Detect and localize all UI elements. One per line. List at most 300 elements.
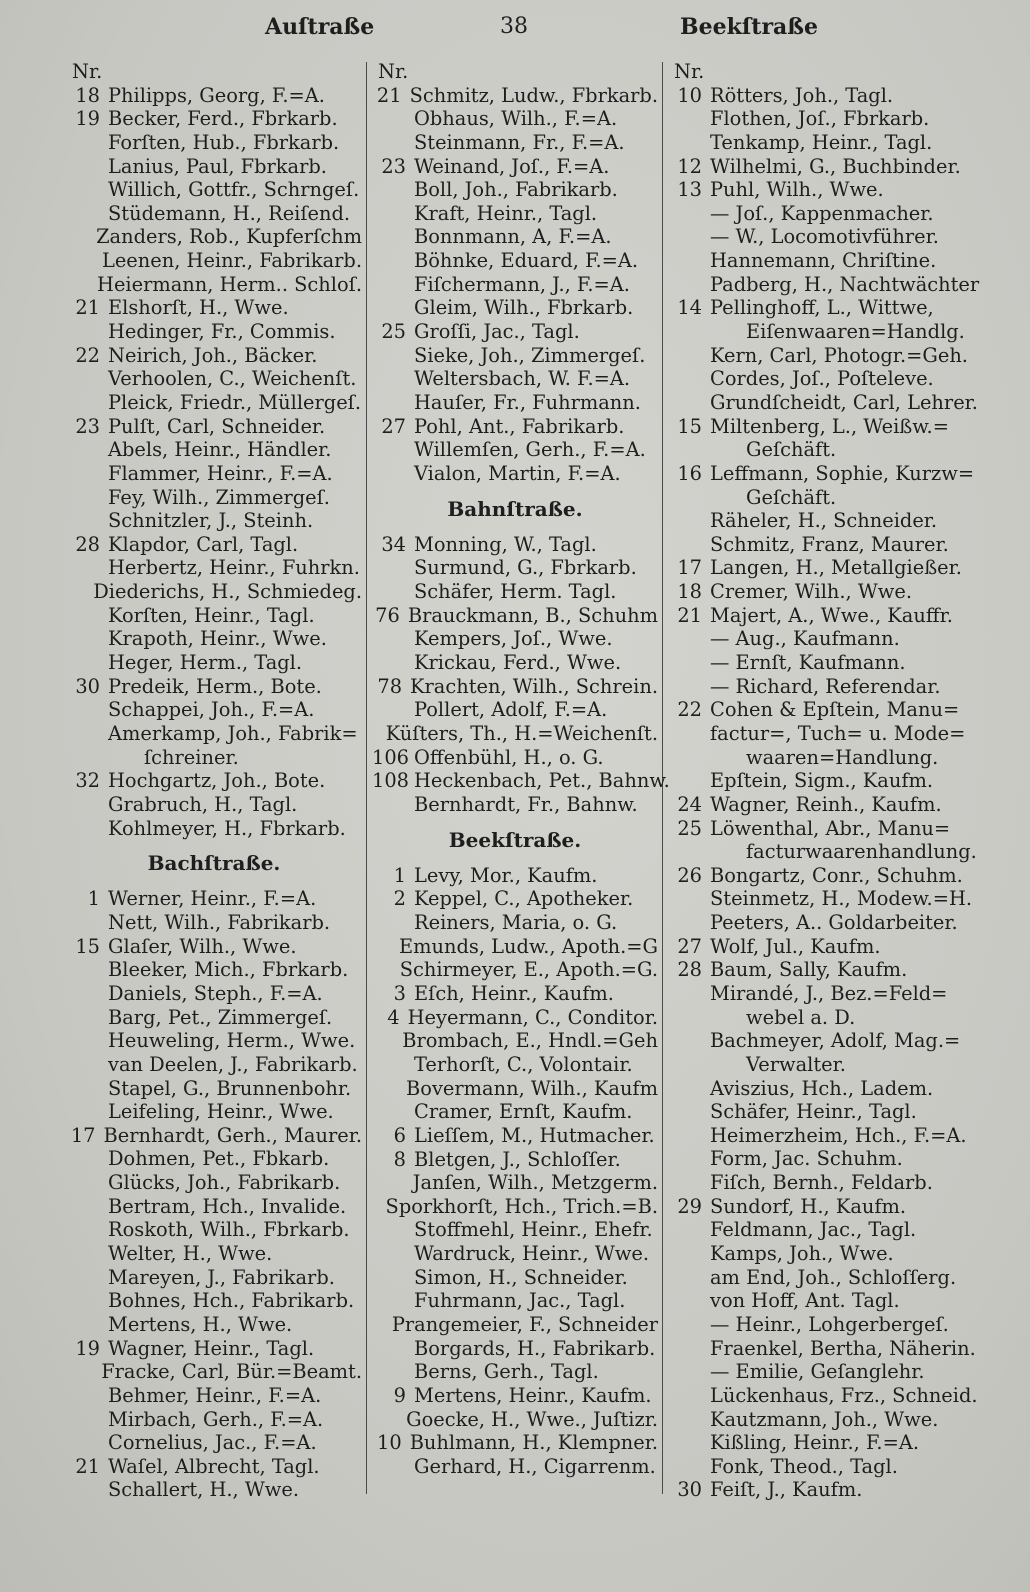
resident-entry: Form, Jac. Schuhm. bbox=[710, 1147, 903, 1171]
directory-entry bbox=[668, 1289, 1020, 1313]
resident-entry: Obhaus, Wilh., F.=A. bbox=[414, 107, 618, 131]
resident-entry: Flammer, Heinr., F.=A. bbox=[108, 461, 333, 485]
nr-label: Nr. bbox=[674, 60, 705, 83]
directory-entry bbox=[668, 155, 1020, 179]
resident-entry: Geſchäft. bbox=[746, 485, 837, 509]
directory-entry bbox=[668, 1455, 1020, 1479]
resident-entry: Pollert, Adolf, F.=A. bbox=[414, 698, 608, 722]
resident-entry: Kraft, Heinr., Tagl. bbox=[414, 201, 598, 225]
directory-entry bbox=[66, 84, 362, 108]
house-number bbox=[66, 249, 102, 273]
resident-entry: Hedinger, Fr., Commis. bbox=[108, 320, 336, 344]
house-number bbox=[372, 344, 414, 368]
resident-entry: Hochgartz, Joh., Bote. bbox=[108, 769, 326, 793]
house-number bbox=[66, 1289, 108, 1313]
header-street-left: Auſtraße bbox=[265, 14, 375, 40]
resident-entry: — Heinr., Lohgerbergeſ. bbox=[710, 1312, 949, 1336]
directory-entry bbox=[668, 1029, 1020, 1053]
resident-entry: Eiſenwaaren=Handlg. bbox=[746, 320, 965, 344]
resident-entry: Reiners, Maria, o. G. bbox=[414, 911, 618, 935]
house-number bbox=[372, 225, 414, 249]
resident-entry: — Joſ., Kappenmacher. bbox=[710, 201, 934, 225]
resident-entry: Pleick, Friedr., Müllergeſ. bbox=[108, 390, 362, 414]
resident-entry: Löwenthal, Abr., Manu= bbox=[710, 816, 951, 840]
resident-entry: Böhnke, Eduard, F.=A. bbox=[414, 249, 639, 273]
house-number bbox=[668, 1124, 710, 1148]
resident-entry: Boll, Joh., Fabrikarb. bbox=[414, 178, 618, 202]
directory-entry bbox=[372, 1195, 658, 1219]
house-number bbox=[372, 202, 414, 226]
house-number bbox=[668, 1171, 710, 1195]
page-number: 38 bbox=[500, 14, 528, 39]
directory-entry bbox=[66, 155, 362, 179]
directory-entry bbox=[66, 1266, 362, 1290]
directory-entry bbox=[372, 107, 658, 131]
house-number: 106 bbox=[372, 745, 410, 769]
resident-entry: Kautzmann, Joh., Wwe. bbox=[710, 1407, 939, 1431]
directory-entry bbox=[66, 1171, 362, 1195]
resident-entry: Schäfer, Herm. Tagl. bbox=[414, 580, 617, 604]
directory-entry bbox=[66, 1289, 362, 1313]
resident-entry: facturwaarenhandlung. bbox=[746, 840, 977, 864]
house-number bbox=[668, 391, 710, 415]
resident-entry: Eſch, Heinr., Kaufm. bbox=[414, 982, 614, 1006]
resident-entry: Miltenberg, L., Weißw.= bbox=[710, 414, 949, 438]
resident-entry: waaren=Handlung. bbox=[746, 745, 939, 769]
resident-entry: Verwalter. bbox=[746, 1052, 846, 1076]
directory-entry bbox=[668, 344, 1020, 368]
resident-entry: Vialon, Martin, F.=A. bbox=[414, 461, 621, 485]
house-number bbox=[372, 580, 414, 604]
resident-entry: Sundorf, H., Kaufm. bbox=[710, 1194, 907, 1218]
resident-entry: Buhlmann, H., Klempner. bbox=[409, 1431, 658, 1455]
resident-entry: Krickau, Ferd., Wwe. bbox=[414, 651, 622, 675]
resident-entry: Mareyen, J., Fabrikarb. bbox=[108, 1265, 335, 1289]
house-number: 17 bbox=[70, 1123, 96, 1147]
resident-entry: Fey, Wilh., Zimmergeſ. bbox=[108, 485, 330, 509]
house-number: 2 bbox=[393, 887, 406, 911]
resident-entry: Aviszius, Hch., Ladem. bbox=[710, 1076, 934, 1100]
directory-entry bbox=[668, 817, 1020, 841]
directory-entry bbox=[668, 1171, 1020, 1195]
resident-entry: Kern, Carl, Photogr.=Geh. bbox=[710, 343, 968, 367]
resident-entry: Bongartz, Conr., Schuhm. bbox=[710, 863, 963, 887]
resident-entry: Kißling, Heinr., F.=A. bbox=[710, 1431, 919, 1455]
resident-entry: Pulſt, Carl, Schneider. bbox=[108, 414, 326, 438]
directory-entry bbox=[66, 817, 362, 841]
house-number: 1 bbox=[87, 887, 100, 911]
directory-entry bbox=[372, 793, 658, 817]
directory-entry bbox=[66, 1360, 362, 1384]
directory-entry bbox=[668, 533, 1020, 557]
house-number bbox=[66, 1431, 108, 1455]
house-number bbox=[66, 391, 108, 415]
directory-entry bbox=[372, 225, 658, 249]
resident-entry: Barg, Pet., Zimmergeſ. bbox=[108, 1005, 333, 1029]
directory-entry bbox=[372, 178, 658, 202]
directory-entry bbox=[66, 462, 362, 486]
resident-entry: Bleeker, Mich., Fbrkarb. bbox=[108, 958, 349, 982]
resident-entry: Wolf, Jul., Kaufm. bbox=[710, 934, 881, 958]
house-number bbox=[66, 911, 108, 935]
directory-entry bbox=[668, 580, 1020, 604]
resident-entry: Steinmetz, H., Modew.=H. bbox=[710, 887, 973, 911]
house-number bbox=[668, 1218, 710, 1242]
house-number bbox=[66, 1360, 101, 1384]
resident-entry: Feldmann, Jac., Tagl. bbox=[710, 1218, 917, 1242]
directory-entry bbox=[66, 1242, 362, 1266]
directory-entry bbox=[66, 131, 362, 155]
directory-entry bbox=[668, 1337, 1020, 1361]
directory-entry bbox=[372, 982, 658, 1006]
resident-entry: Flothen, Joſ., Fbrkarb. bbox=[710, 107, 930, 131]
resident-entry: Monning, W., Tagl. bbox=[414, 532, 597, 556]
resident-entry: Bernhardt, Fr., Bahnw. bbox=[414, 792, 638, 816]
resident-entry: Neirich, Joh., Bäcker. bbox=[108, 343, 318, 367]
directory-entry bbox=[372, 627, 658, 651]
resident-entry: Goecke, H., Wwe., Juſtizr. bbox=[406, 1407, 658, 1431]
house-number bbox=[668, 131, 710, 155]
resident-entry: Willich, Gottfr., Schrngeſ. bbox=[108, 178, 360, 202]
house-number bbox=[372, 273, 414, 297]
house-number bbox=[66, 1077, 108, 1101]
resident-entry: Schmitz, Franz, Maurer. bbox=[710, 532, 949, 556]
resident-entry: Lieſſem, M., Hutmacher. bbox=[414, 1123, 655, 1147]
resident-entry: Predeik, Herm., Bote. bbox=[108, 674, 322, 698]
house-number bbox=[668, 1455, 710, 1479]
house-number bbox=[668, 509, 710, 533]
resident-entry: Amerkamp, Joh., Fabrik= bbox=[108, 721, 358, 745]
directory-entry bbox=[372, 1171, 658, 1195]
resident-entry: Mirbach, Gerh., F.=A. bbox=[108, 1407, 324, 1431]
resident-entry: Wilhelmi, G., Buchbinder. bbox=[710, 154, 961, 178]
house-number bbox=[66, 1242, 108, 1266]
directory-entry bbox=[66, 1029, 362, 1053]
directory-entry bbox=[66, 1408, 362, 1432]
directory-entry bbox=[372, 1006, 658, 1030]
resident-entry: Berns, Gerh., Tagl. bbox=[414, 1360, 599, 1384]
house-number: 29 bbox=[677, 1194, 702, 1218]
house-number: 21 bbox=[677, 603, 702, 627]
directory-entry bbox=[372, 746, 658, 770]
directory-entry bbox=[66, 1195, 362, 1219]
house-number bbox=[668, 1053, 710, 1077]
column-header bbox=[668, 60, 1020, 84]
resident-entry: Langen, H., Metallgießer. bbox=[710, 556, 962, 580]
house-number bbox=[668, 1029, 710, 1053]
resident-entry: Küſters, Th., H.=Weichenſt. bbox=[385, 721, 658, 745]
directory-entry bbox=[668, 698, 1020, 722]
resident-entry: Pellinghoff, L., Wittwe, bbox=[710, 296, 934, 320]
directory-entry bbox=[66, 1313, 362, 1337]
house-number bbox=[66, 1313, 108, 1337]
house-number bbox=[372, 107, 414, 131]
directory-entry bbox=[372, 1100, 658, 1124]
resident-entry: Klapdor, Carl, Tagl. bbox=[108, 532, 299, 556]
house-number bbox=[668, 982, 710, 1006]
house-number bbox=[372, 1100, 414, 1124]
resident-entry: Cornelius, Jac., F.=A. bbox=[108, 1431, 317, 1455]
directory-entry bbox=[66, 1100, 362, 1124]
house-number bbox=[372, 178, 414, 202]
directory-entry bbox=[372, 556, 658, 580]
house-number bbox=[66, 509, 108, 533]
house-number: 18 bbox=[75, 83, 100, 107]
resident-entry: Prangemeier, F., Schneider bbox=[391, 1312, 658, 1336]
directory-entry bbox=[668, 225, 1020, 249]
directory-entry bbox=[66, 1218, 362, 1242]
directory-entry bbox=[372, 935, 658, 959]
directory-entry bbox=[372, 1148, 658, 1172]
directory-entry bbox=[66, 249, 362, 273]
house-number bbox=[372, 722, 386, 746]
directory-entry bbox=[372, 273, 658, 297]
directory-entry bbox=[668, 367, 1020, 391]
house-number bbox=[372, 249, 414, 273]
house-number bbox=[668, 225, 710, 249]
resident-entry: Grundſcheidt, Carl, Lehrer. bbox=[710, 390, 978, 414]
resident-entry: Krapoth, Heinr., Wwe. bbox=[108, 627, 327, 651]
house-number: 34 bbox=[381, 532, 406, 556]
house-number bbox=[66, 556, 108, 580]
directory-entry bbox=[668, 1478, 1020, 1502]
house-number bbox=[668, 1242, 710, 1266]
directory-entry bbox=[668, 1360, 1020, 1384]
resident-entry: Mertens, H., Wwe. bbox=[108, 1312, 293, 1336]
directory-entry bbox=[372, 1053, 658, 1077]
resident-entry: Cordes, Joſ., Poſteleve. bbox=[710, 367, 934, 391]
resident-entry: Zanders, Rob., Kupferſchm bbox=[96, 225, 362, 249]
resident-entry: Bernhardt, Gerh., Maurer. bbox=[103, 1123, 362, 1147]
house-number: 19 bbox=[75, 1336, 100, 1360]
resident-entry: Weltersbach, W. F.=A. bbox=[414, 367, 631, 391]
house-number bbox=[668, 486, 710, 510]
resident-entry: Heimerzheim, Hch., F.=A. bbox=[710, 1123, 967, 1147]
house-number bbox=[372, 793, 414, 817]
resident-entry: Krachten, Wilh., Schrein. bbox=[410, 674, 658, 698]
house-number bbox=[372, 296, 414, 320]
resident-entry: Cremer, Wilh., Wwe. bbox=[710, 580, 913, 604]
resident-entry: Cramer, Ernſt, Kaufm. bbox=[414, 1100, 633, 1124]
resident-entry: Lanius, Paul, Fbrkarb. bbox=[108, 154, 327, 178]
directory-entry bbox=[372, 131, 658, 155]
directory-entry bbox=[668, 651, 1020, 675]
resident-entry: — Aug., Kaufmann. bbox=[710, 627, 900, 651]
house-number bbox=[668, 1337, 710, 1361]
house-number bbox=[668, 1077, 710, 1101]
directory-entry bbox=[66, 793, 362, 817]
resident-entry: Fraenkel, Bertha, Näherin. bbox=[710, 1336, 976, 1360]
directory-entry bbox=[66, 486, 362, 510]
directory-entry bbox=[66, 344, 362, 368]
directory-entry bbox=[668, 1077, 1020, 1101]
house-number: 26 bbox=[677, 863, 702, 887]
resident-entry: Willemſen, Gerh., F.=A. bbox=[414, 438, 646, 462]
house-number bbox=[66, 155, 108, 179]
directory-entry bbox=[668, 604, 1020, 628]
directory-entry bbox=[372, 675, 658, 699]
directory-entry bbox=[668, 438, 1020, 462]
house-number bbox=[66, 202, 108, 226]
house-number: 25 bbox=[381, 320, 406, 344]
house-number: 28 bbox=[75, 532, 100, 556]
directory-entry bbox=[372, 1077, 658, 1101]
directory-entry bbox=[372, 1289, 658, 1313]
directory-entry bbox=[668, 1431, 1020, 1455]
resident-entry: Herbertz, Heinr., Fuhrkn. bbox=[108, 556, 360, 580]
directory-entry bbox=[66, 675, 362, 699]
resident-entry: Pohl, Ant., Fabrikarb. bbox=[414, 414, 625, 438]
directory-entry bbox=[668, 864, 1020, 888]
directory-entry bbox=[668, 1266, 1020, 1290]
resident-entry: — Richard, Referendar. bbox=[710, 674, 941, 698]
house-number bbox=[372, 1029, 402, 1053]
resident-entry: Abels, Heinr., Händler. bbox=[108, 438, 332, 462]
resident-entry: Fiſch, Bernh., Feldarb. bbox=[710, 1171, 933, 1195]
resident-entry: Wagner, Heinr., Tagl. bbox=[108, 1336, 315, 1360]
house-number: 13 bbox=[677, 178, 702, 202]
house-number: 22 bbox=[677, 698, 702, 722]
house-number bbox=[668, 1431, 710, 1455]
directory-entry bbox=[372, 84, 658, 108]
resident-entry: Fonk, Theod., Tagl. bbox=[710, 1454, 898, 1478]
directory-entry bbox=[66, 604, 362, 628]
house-number bbox=[372, 462, 414, 486]
directory-entry bbox=[372, 1218, 658, 1242]
resident-entry: Mirandé, J., Bez.=Feld= bbox=[710, 981, 948, 1005]
house-number bbox=[668, 1289, 710, 1313]
directory-entry bbox=[66, 958, 362, 982]
directory-entry bbox=[66, 1053, 362, 1077]
resident-entry: Heuweling, Herm., Wwe. bbox=[108, 1029, 356, 1053]
directory-entry bbox=[66, 556, 362, 580]
resident-entry: — Emilie, Geſanglehr. bbox=[710, 1360, 925, 1384]
column-divider bbox=[366, 62, 367, 1494]
directory-entry bbox=[372, 1266, 658, 1290]
resident-entry: Weinand, Joſ., F.=A. bbox=[414, 154, 610, 178]
directory-entry bbox=[66, 1124, 362, 1148]
resident-entry: Werner, Heinr., F.=A. bbox=[108, 887, 317, 911]
house-number bbox=[372, 391, 414, 415]
house-number bbox=[668, 887, 710, 911]
nr-label: Nr. bbox=[378, 60, 409, 83]
directory-column-3 bbox=[668, 60, 1020, 1502]
resident-entry: — Ernſt, Kaufmann. bbox=[710, 651, 906, 675]
resident-entry: Mertens, Heinr., Kaufm. bbox=[414, 1383, 652, 1407]
street-heading: Bachſtraße. bbox=[147, 851, 281, 876]
resident-entry: Fracke, Carl, Bür.=Beamt. bbox=[101, 1360, 362, 1384]
directory-entry bbox=[668, 178, 1020, 202]
resident-entry: Bovermann, Wilh., Kaufm bbox=[406, 1076, 658, 1100]
house-number bbox=[668, 1100, 710, 1124]
house-number bbox=[372, 1408, 406, 1432]
resident-entry: Surmund, G., Fbrkarb. bbox=[414, 556, 637, 580]
directory-entry bbox=[668, 1147, 1020, 1171]
resident-entry: Kamps, Joh., Wwe. bbox=[710, 1242, 894, 1266]
resident-entry: Schirmeyer, E., Apoth.=G. bbox=[399, 958, 658, 982]
resident-entry: Glücks, Joh., Fabrikarb. bbox=[108, 1171, 341, 1195]
directory-entry bbox=[668, 202, 1020, 226]
house-number bbox=[66, 1147, 108, 1171]
directory-entry bbox=[668, 1384, 1020, 1408]
resident-entry: Tenkamp, Heinr., Tagl. bbox=[710, 130, 933, 154]
house-number: 30 bbox=[677, 1478, 702, 1502]
directory-entry bbox=[66, 415, 362, 439]
directory-entry bbox=[66, 887, 362, 911]
directory-entry bbox=[668, 107, 1020, 131]
directory-entry bbox=[668, 84, 1020, 108]
directory-entry bbox=[66, 911, 362, 935]
resident-entry: Geſchäft. bbox=[746, 438, 837, 462]
resident-entry: Wagner, Reinh., Kaufm. bbox=[710, 792, 942, 816]
house-number bbox=[372, 1455, 414, 1479]
house-number bbox=[668, 911, 710, 935]
house-number bbox=[372, 958, 400, 982]
directory-entry bbox=[66, 202, 362, 226]
house-number: 14 bbox=[677, 296, 702, 320]
directory-entry bbox=[66, 320, 362, 344]
resident-entry: Gleim, Wilh., Fbrkarb. bbox=[414, 296, 634, 320]
street-heading: Beekſtraße. bbox=[448, 827, 582, 852]
house-number bbox=[668, 627, 710, 651]
house-number: 22 bbox=[75, 343, 100, 367]
directory-entry bbox=[668, 982, 1020, 1006]
directory-entry bbox=[372, 1313, 658, 1337]
house-number bbox=[66, 651, 108, 675]
house-number bbox=[372, 1218, 414, 1242]
house-number bbox=[66, 1384, 108, 1408]
house-number bbox=[668, 651, 710, 675]
house-number bbox=[372, 131, 414, 155]
directory-entry bbox=[668, 415, 1020, 439]
directory-entry bbox=[372, 415, 658, 439]
house-number bbox=[66, 1171, 108, 1195]
house-number bbox=[66, 1266, 108, 1290]
resident-entry: Epſtein, Sigm., Kaufm. bbox=[710, 769, 934, 793]
house-number bbox=[372, 1360, 414, 1384]
directory-entry bbox=[372, 651, 658, 675]
directory-entry bbox=[372, 698, 658, 722]
directory-entry bbox=[66, 1077, 362, 1101]
directory-entry bbox=[372, 604, 658, 628]
resident-entry: Peeters, A.. Goldarbeiter. bbox=[710, 911, 958, 935]
house-number bbox=[372, 1266, 414, 1290]
house-number: 8 bbox=[393, 1147, 406, 1171]
column-header bbox=[372, 60, 658, 84]
directory-entry bbox=[668, 1242, 1020, 1266]
house-number bbox=[668, 202, 710, 226]
resident-entry: Brombach, E., Hndl.=Geh bbox=[402, 1029, 658, 1053]
resident-entry: Bletgen, J., Schloſſer. bbox=[414, 1147, 621, 1171]
house-number bbox=[66, 793, 108, 817]
resident-entry: Lückenhaus, Frz., Schneid. bbox=[710, 1383, 978, 1407]
directory-entry bbox=[66, 178, 362, 202]
house-number bbox=[668, 1147, 710, 1171]
house-number bbox=[372, 698, 414, 722]
house-number bbox=[66, 746, 108, 770]
house-number bbox=[66, 273, 97, 297]
resident-entry: Schallert, H., Wwe. bbox=[108, 1478, 300, 1502]
directory-entry bbox=[668, 675, 1020, 699]
directory-entry bbox=[66, 722, 362, 746]
resident-entry: Nett, Wilh., Fabrikarb. bbox=[108, 911, 331, 935]
directory-entry bbox=[66, 935, 362, 959]
resident-entry: — W., Locomotivführer. bbox=[710, 225, 939, 249]
house-number bbox=[372, 1195, 386, 1219]
house-number bbox=[66, 722, 108, 746]
resident-entry: Heger, Herm., Tagl. bbox=[108, 651, 303, 675]
resident-entry: Sieke, Joh., Zimmergeſ. bbox=[414, 343, 646, 367]
